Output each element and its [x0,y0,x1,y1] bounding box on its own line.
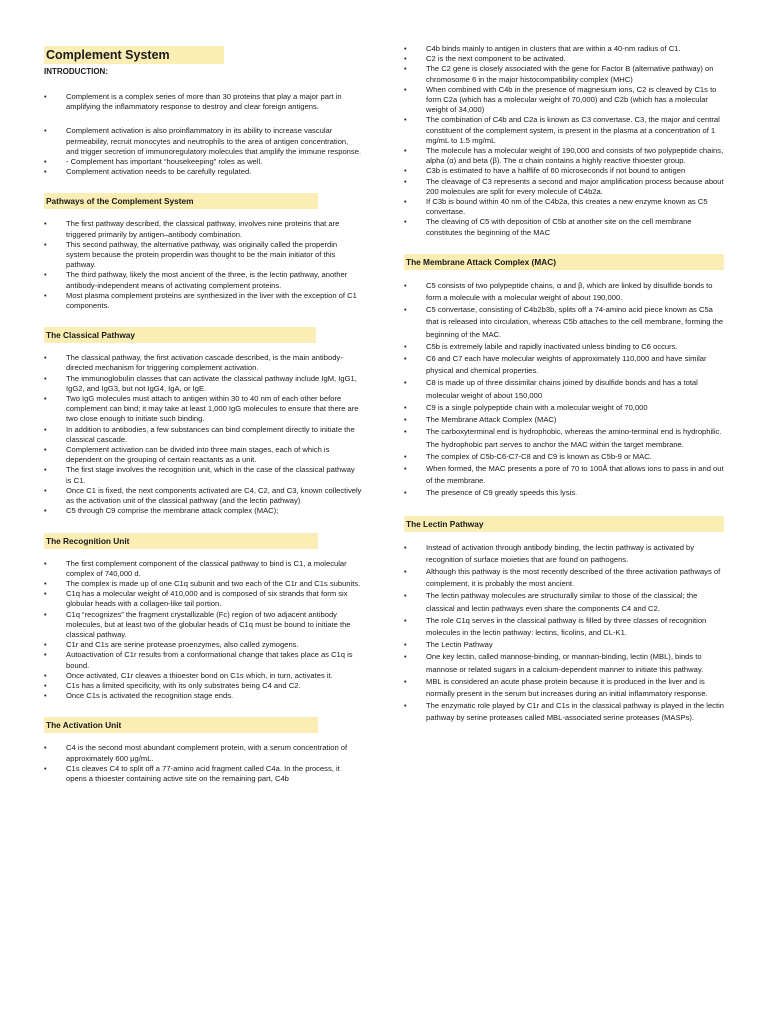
list-item: • The immunoglobulin classes that can activate the classical pathway include IgM, IgG1, IgG2, and IgG3, but not IgG4, IgA, or IgE. [44,374,362,394]
list-item: • Once C1 is fixed, the next components activated are C4, C2, and C3, known collectively as the activation unit of the classical pathway (and the lectin pathway) [44,486,362,506]
list-item: • If C3b is bound within 40 nm of the C4b2a, this creates a new enzyme known as C5 convertase. [404,197,724,217]
list-item: • C2 is the next component to be activated. [404,54,724,64]
heading-membrane-attack-complex: The Membrane Attack Complex (MAC) [404,254,724,270]
spacer [44,112,362,126]
list-item: • The combination of C4b and C2a is known as C3 convertase. C3, the major and central constituent of the complement system, is present in the plasma at a concentration of 1 mg/mL to 1.5 mg/mL [404,115,724,146]
list-item: • C4b binds mainly to antigen in clusters that are within a 40-nm radius of C1. [404,44,724,54]
list-item: • The complex of C5b-C6-C7-C8 and C9 is known as C5b-9 or MAC. [404,451,724,463]
left-column [44,46,362,784]
heading-lectin-pathway: The Lectin Pathway [404,516,724,532]
list-item: • The third pathway, likely the most ancient of the three, is the lectin pathway, another antibody-independent means of activating complement proteins. [44,270,362,290]
list-item: • The lectin pathway molecules are structurally similar to those of the classical; the classical and lectin pathways even share the components C4 and C2. [404,590,724,614]
list-item: • When formed, the MAC presents a pore of 70 to 100Å that allows ions to pass in and out of the membrane. [404,463,724,487]
list-item: • Once C1s is activated the recognition stage ends. [44,691,362,701]
list-item: • The cleaving of C5 with deposition of C5b at another site on the cell membrane constitutes the beginning of the MAC [404,217,724,237]
list-item: • C5 convertase, consisting of C4b2b3b, splits off a 74-amino acid piece known as C5a that is released into circulation, whereas C5b attaches to the cell membrane, forming the beginning of the MAC. [404,304,724,341]
mac-list [404,280,724,500]
list-item: • Autoactivation of C1r results from a conformational change that takes place as C1q is bound. [44,650,362,670]
list-item: • When combined with C4b in the presence of magnesium ions, C2 is cleaved by C1s to form C2a (which has a molecular weight of 70,000) and C2b (which has a molecular weight of 34,000) [404,85,724,116]
list-item: • Complement activation can be divided into three main stages, each of which is dependent on the grouping of certain reactants as a unit. [44,445,362,465]
list-item: • Once activated, C1r cleaves a thioester bond on C1s which, in turn, activates it. [44,671,362,681]
list-item: • The first complement component of the classical pathway to bind is C1, a molecular complex of 740,000 d. [44,559,362,579]
list-item: • The first stage involves the recognition unit, which in the case of the classical pathway is C1. [44,465,362,485]
heading-activation-unit: The Activation Unit [44,717,318,733]
intro-list-1 [44,92,362,112]
list-item: • Complement activation is also proinflammatory in its ability to increase vascular permeability, recruit monocytes and neutrophils to the area of antigen concentration, and trigger secretion of immunoregulatory molecules that amplify the immune response. [44,126,362,157]
list-item: • One key lectin, called mannose-binding, or mannan-binding, lectin (MBL), binds to mannose or related sugars in a calcium-dependent manner to initiate this pathway. [404,651,724,675]
list-item: • The cleavage of C3 represents a second and major amplification process because about 200 molecules are split for every molecule of C4b2a. [404,177,724,197]
activation-list-continued [404,44,724,238]
list-item: • Complement activation needs to be carefully regulated. [44,167,362,177]
list-item: • C1s has a limited specificity, with its only substrates being C4 and C2. [44,681,362,691]
list-item: • The classical pathway, the first activation cascade described, is the main antibody-directed mechanism for triggering complement activation. [44,353,362,373]
activation-list [44,743,362,784]
list-item: • The enzymatic role played by C1r and C1s in the classical pathway is played in the lectin pathway by serine proteases called MBL-associated serine proteases (MASPs). [404,700,724,724]
list-item: • Although this pathway is the most recently described of the three activation pathways of complement, it is probably the most ancient. [404,566,724,590]
list-item: • This second pathway, the alternative pathway, was originally called the properdin system because the protein properdin was thought to be the main initiator of this pathway. [44,240,362,271]
list-item: • The first pathway described, the classical pathway, involves nine proteins that are triggered primarily by antigen–antibody combination. [44,219,362,239]
intro-list-2 [44,126,362,177]
list-item: • C1q has a molecular weight of 410,000 and is composed of six strands that form six globular heads with a collagen-like tail portion. [44,589,362,609]
list-item: • The Membrane Attack Complex (MAC) [404,414,724,426]
list-item: • C1s cleaves C4 to split off a 77-amino acid fragment called C4a. In the process, it opens a thioester containing active site on the remaining part, C4b [44,764,362,784]
list-item: • C5 consists of two polypeptide chains, α and β, which are linked by disulfide bonds to form a molecule with a molecular weight of about 190,000. [404,280,724,304]
list-item: • In addition to antibodies, a few substances can bind complement directly to initiate the classical cascade. [44,425,362,445]
list-item: • C8 is made up of three dissimilar chains joined by disulfide bonds and has a total molecular weight of about 150,000 [404,377,724,401]
list-item: • The complex is made up of one C1q subunit and two each of the C1r and C1s subunits. [44,579,362,589]
right-column [404,44,724,725]
introduction-label: INTRODUCTION: [44,67,108,76]
heading-classical-pathway: The Classical Pathway [44,327,316,343]
list-item: • C4 is the second most abundant complement protein, with a serum concentration of approximately 600 μg/mL. [44,743,362,763]
document-title: Complement System [44,46,224,64]
list-item: • The molecule has a molecular weight of 190,000 and consists of two polypeptide chains, alpha (α) and beta (β). The α chain contains a highly reactive thioester group. [404,146,724,166]
heading-recognition-unit: The Recognition Unit [44,533,318,549]
list-item: • MBL is considered an acute phase protein because it is produced in the liver and is normally present in the serum but increases during an initial inflammatory response. [404,676,724,700]
lectin-list [404,542,724,725]
recognition-list [44,559,362,702]
list-item: • C5 through C9 comprise the membrane attack complex (MAC); [44,506,362,516]
classical-list [44,353,362,516]
list-item: • Two IgG molecules must attach to antigen within 30 to 40 nm of each other before complement can bind; it may take at least 1,000 IgG molecules to ensure that there are two close enough to initiate such binding. [44,394,362,425]
pathways-list [44,219,362,311]
list-item: • The role C1q serves in the classical pathway is filled by three classes of recognition molecules in the lectin pathway: lectins, ficolins, and CL-K1. [404,615,724,639]
list-item: • The presence of C9 greatly speeds this lysis. [404,487,724,499]
list-item: • Complement is a complex series of more than 30 proteins that play a major part in amplifying the inflammatory response to destroy and clear foreign antigens. [44,92,362,112]
list-item: • Most plasma complement proteins are synthesized in the liver with the exception of C1 components. [44,291,362,311]
list-item: • The carboxyterminal end is hydrophobic, whereas the amino-terminal end is hydrophilic. The hydrophobic part serves to anchor the MAC within the target membrane. [404,426,724,450]
list-item: • C3b is estimated to have a halflife of 60 microseconds if not bound to antigen [404,166,724,176]
list-item: • C9 is a single polypeptide chain with a molecular weight of 70,000 [404,402,724,414]
list-item: • C1q “recognizes” the fragment crystallizable (Fc) region of two adjacent antibody molecules, but at least two of the globular heads of C1q must be bound to initiate the classical pathway. [44,610,362,641]
list-item: • The Lectin Pathway [404,639,724,651]
list-item: • C5b is extremely labile and rapidly inactivated unless binding to C6 occurs. [404,341,724,353]
list-item: • The C2 gene is closely associated with the gene for Factor B (alternative pathway) on chromosome 6 in the major histocompatibility complex (MHC) [404,64,724,84]
heading-pathways: Pathways of the Complement System [44,193,318,209]
list-item: • C6 and C7 each have molecular weights of approximately 110,000 and have similar physical and chemical properties. [404,353,724,377]
list-item: • C1r and C1s are serine protease proenzymes, also called zymogens. [44,640,362,650]
list-item: • - Complement has important “housekeeping” roles as well. [44,157,362,167]
list-item: • Instead of activation through antibody binding, the lectin pathway is activated by recognition of surface moieties that are found on pathogens. [404,542,724,566]
